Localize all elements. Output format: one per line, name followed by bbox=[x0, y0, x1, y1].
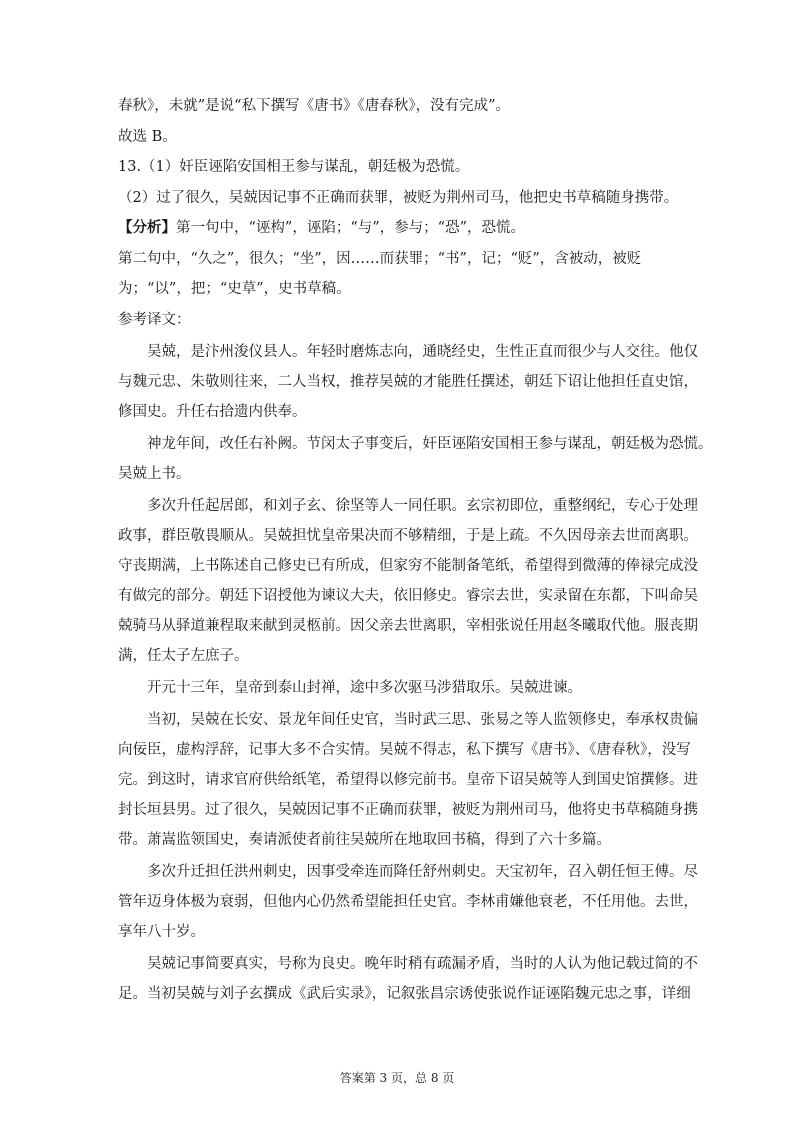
text-line: 多次升任起居郎，和刘子玄、徐坚等人一同任职。玄宗初即位，重整纲纪，专心于处理 bbox=[147, 497, 698, 514]
text-line: 与魏元忠、朱敬则往来，二人当权，推荐吴兢的才能胜任撰述，朝廷下诏让他担任直史馆， bbox=[118, 373, 698, 390]
answer-part-2: （2）过了很久，吴兢因记事不正确而获罪，被贬为荆州司马，他把史书草稿随身携带。 bbox=[118, 189, 679, 206]
text-line: 足。当初吴兢与刘子玄撰成《武后实录》，记叙张昌宗诱使张说作证诬陷魏元忠之事，详细 bbox=[118, 985, 691, 1002]
translation-paragraph bbox=[118, 342, 698, 422]
text-line: 吴兢记事简要真实，号称为良史。晚年时稍有疏漏矛盾，当时的人认为他记载过简的不 bbox=[147, 955, 698, 972]
text-line: 吴兢，是汴州浚仪县人。年轻时磨炼志向，通晓经史，生性正直而很少与人交往。他仅 bbox=[147, 343, 698, 360]
translation-paragraph bbox=[118, 954, 698, 1004]
text-line: 吴兢上书。 bbox=[118, 465, 191, 482]
translation-paragraph bbox=[118, 678, 682, 698]
page-body bbox=[118, 96, 713, 1004]
text-line: 第二句中，“久之”，很久；“坐”，因……而获罪；“书”，记；“贬”，含被动，被贬 bbox=[118, 250, 642, 267]
analysis-tag: 【分析】 bbox=[118, 219, 176, 236]
analysis-line bbox=[118, 218, 682, 238]
text-line: 有做完的部分。朝廷下诏授他为谏议大夫，依旧修史。睿宗去世，实录留在东都，下叫命吴 bbox=[118, 587, 698, 604]
text-line: 完。到这时，请求官府供给纸笔，希望得以修完前书。皇帝下诏吴兢等人到国史馆撰修。进 bbox=[118, 771, 698, 788]
text-line: 春秋》，未就”是说“私下撰写《唐书》《唐春秋》，没有完成”。 bbox=[118, 98, 510, 114]
question-13-heading: 13.（1）奸臣诬陷安国相王参与谋乱，朝廷极为恐慌。 bbox=[118, 159, 470, 175]
translation-heading: 参考译文： bbox=[118, 311, 191, 328]
text-line: 守丧期满，上书陈述自己修史已有所成，但家穷不能制备笔纸，希望得到微薄的俸禄完成没 bbox=[118, 557, 698, 574]
text-line: 满，任太子左庶子。 bbox=[118, 647, 249, 664]
text-line: 开元十三年，皇帝到泰山封禅，途中多次驱马涉猎取乐。吴兢进谏。 bbox=[147, 679, 582, 696]
text-line: 管年迈身体极为衰弱，但他内心仍然希望能担任史官。李林甫嫌他衰老，不任用他。去世， bbox=[118, 893, 698, 910]
translation-paragraph bbox=[118, 710, 698, 850]
text-line: 为；“以”，把；“史草”，史书草稿。 bbox=[118, 281, 351, 297]
text-line: 修国史。升任右拾遗内供奉。 bbox=[118, 403, 307, 420]
text-line: 多次升迁担任洪州刺史，因事受牵连而降任舒州刺史。天宝初年，召入朝任恒王傅。尽 bbox=[147, 863, 698, 880]
text-line: 封长垣县男。过了很久，吴兢因记事不正确而获罪，被贬为荆州司马，他将史书草稿随身携 bbox=[118, 801, 698, 818]
translation-paragraph bbox=[118, 862, 698, 942]
text-line: 享年八十岁。 bbox=[118, 923, 205, 940]
text-line: 神龙年间，改任右补阙。节闵太子事变后，奸臣诬陷安国相王参与谋乱，朝廷极为恐慌。 bbox=[147, 435, 713, 452]
translation-paragraph bbox=[118, 496, 698, 666]
text-line: 故选 B。 bbox=[118, 128, 177, 145]
text-line: 政事，群臣敬畏顺从。吴兢担忧皇帝果决而不够精细，于是上疏。不久因母亲去世而离职。 bbox=[118, 527, 698, 544]
translation-paragraph bbox=[118, 434, 713, 484]
analysis-text: 第一句中，“诬构”，诬陷；“与”，参与；“恐”，恐慌。 bbox=[176, 220, 525, 236]
text-line: 兢骑马从驿道兼程取来献到灵柩前。因父亲去世离职，宰相张说任用赵冬曦取代他。服丧期 bbox=[118, 617, 698, 634]
text-line: 向佞臣，虚构浮辞，记事大多不合实情。吴兢不得志，私下撰写《唐书》、《唐春秋》，没写 bbox=[118, 741, 691, 758]
text-line: 当初，吴兢在长安、景龙年间任史官，当时武三思、张易之等人监领修史，奉承权贵偏 bbox=[147, 711, 698, 728]
page-footer: 答案第 3 页，总 8 页 bbox=[339, 1071, 455, 1085]
text-line: 带。萧嵩监领国史，奏请派使者前往吴兢所在地取回书稿，得到了六十多篇。 bbox=[118, 831, 611, 848]
